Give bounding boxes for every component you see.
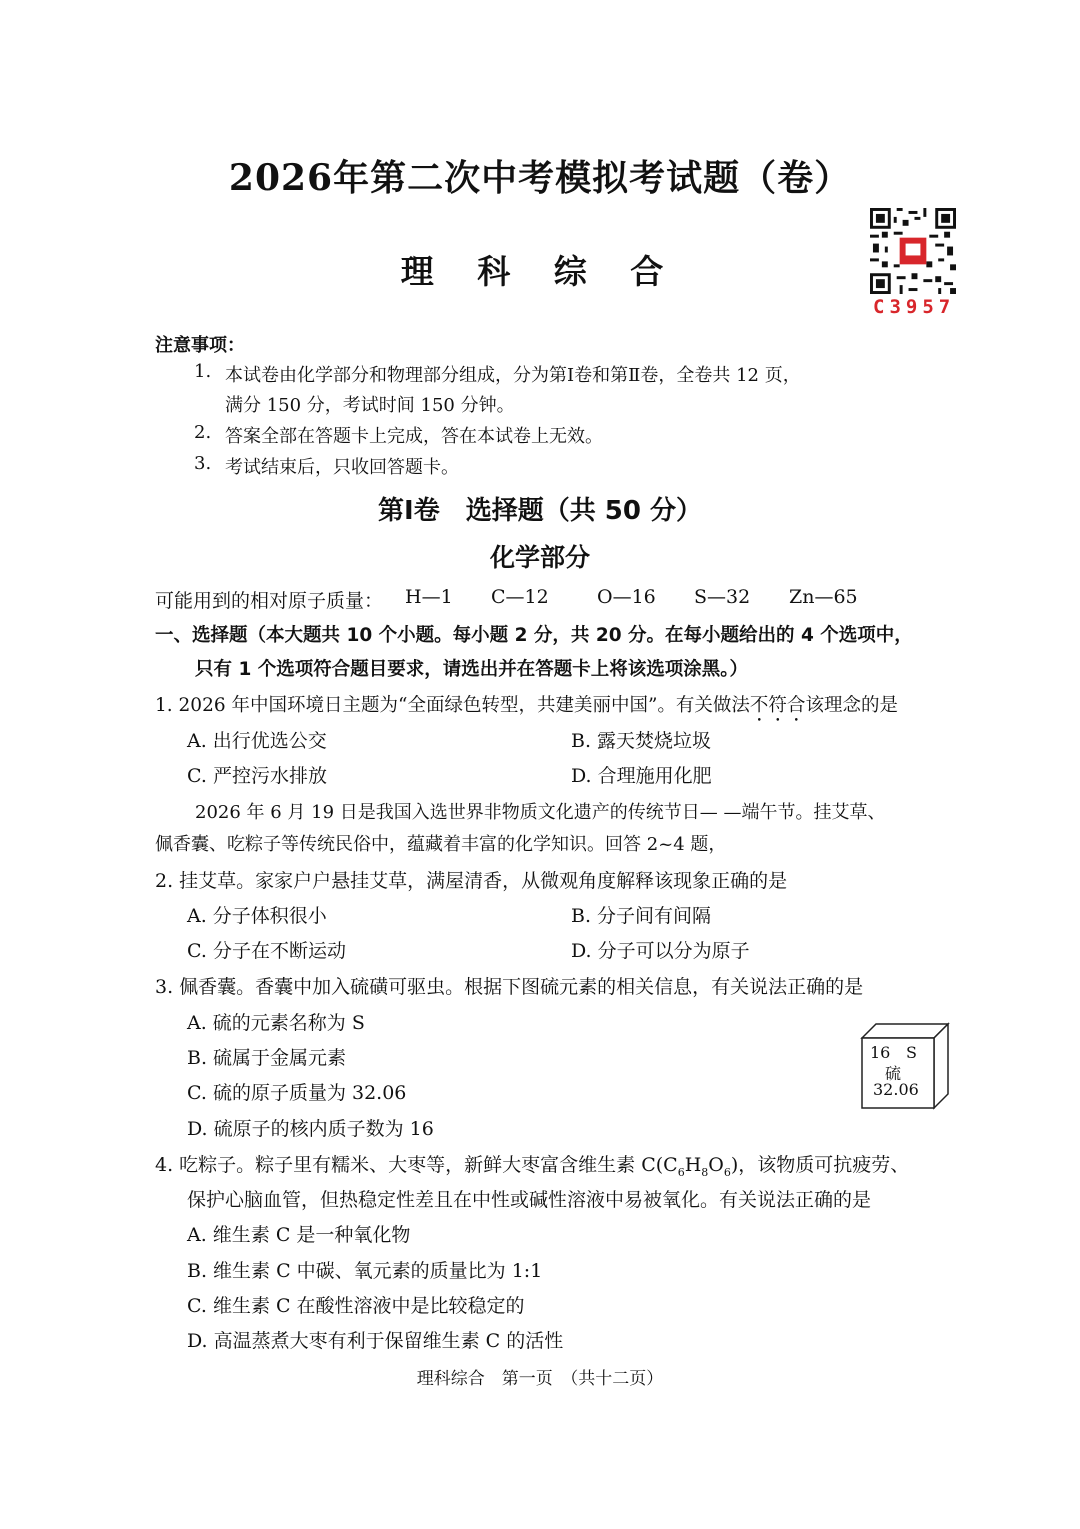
- section-title-line1: 一、选择题（本大题共 10 个小题。每小题 2 分，共 20 分。在每小题给出的 4 个选项中，: [155, 625, 913, 646]
- notice-item-2-line1: 答案全部在答题卡上完成，答在本试卷上无效。: [225, 426, 603, 447]
- atomic-mass-c: C—12: [491, 586, 549, 608]
- part1-heading: 第Ⅰ卷 选择题（共 50 分）: [378, 496, 702, 526]
- q4-stem-line2: 保护心脑血管，但热稳定性差且在中性或碱性溶液中易被氧化。有关说法正确的是: [187, 1189, 872, 1211]
- notice-heading: 注意事项：: [155, 335, 245, 356]
- q2-option-b: B. 分子间有间隔: [571, 905, 712, 927]
- exam-title: 2026年第二次中考模拟考试题（卷）: [228, 157, 852, 199]
- q4-option-b: B. 维生素 C 中碳、氧元素的质量比为 1:1: [187, 1260, 543, 1282]
- chem-heading: 化学部分: [489, 543, 590, 572]
- notice-item-1-num: 1.: [194, 361, 212, 382]
- notice-item-1-line2: 满分 150 分，考试时间 150 分钟。: [225, 395, 515, 416]
- q2-option-c: C. 分子在不断运动: [187, 940, 346, 962]
- q2-option-d: D. 分子可以分为原子: [571, 940, 750, 962]
- element-number: 16: [870, 1043, 891, 1062]
- atomic-mass-o: O—16: [597, 586, 656, 608]
- notice-item-1-line1: 本试卷由化学部分和物理部分组成，分为第Ⅰ卷和第Ⅱ卷，全卷共 12 页，: [225, 365, 801, 386]
- atomic-mass-h: H—1: [405, 586, 453, 608]
- q1-option-c: C. 严控污水排放: [187, 765, 327, 787]
- notice-item-3-line1: 考试结束后，只收回答题卡。: [225, 457, 459, 478]
- qr-code-icon: [870, 208, 956, 294]
- passage-line2: 佩香囊、吃粽子等传统民俗中，蕴藏着丰富的化学知识。回答 2~4 题，: [155, 834, 727, 855]
- atomic-mass-zn: Zn—65: [789, 586, 858, 608]
- q4-stem-line1: 4. 吃粽子。粽子里有糯米、大枣等，新鲜大枣富含维生素 $C(C_6H_8O_6)$，该物质可抗疲劳、: [155, 1154, 910, 1179]
- element-symbol: S: [906, 1043, 917, 1062]
- atomic-mass-s: S—32: [694, 586, 751, 608]
- q1-emphasis: 不符合: [749, 695, 806, 716]
- q2-stem: 2. 挂艾草。家家户户悬挂艾草，满屋清香，从微观角度解释该现象正确的是: [155, 870, 788, 892]
- q1-option-b: B. 露天焚烧垃圾: [571, 730, 712, 752]
- q3-stem: 3. 佩香囊。香囊中加入硫磺可驱虫。根据下图硫元素的相关信息，有关说法正确的是: [155, 976, 864, 998]
- q1-option-d: D. 合理施用化肥: [571, 765, 712, 787]
- q3-option-d: D. 硫原子的核内质子数为 16: [187, 1118, 434, 1140]
- q3-option-a: A. 硫的元素名称为 S: [187, 1012, 365, 1034]
- qr-code-id: C3957: [873, 296, 956, 318]
- q4-option-a: A. 维生素 C 是一种氧化物: [187, 1224, 411, 1246]
- q1-stem: 1. 2026 年中国环境日主题为“全面绿色转型，共建美丽中国”。有关做法不符合该理念的是: [155, 695, 898, 716]
- q4-option-c: C. 维生素 C 在酸性溶液中是比较稳定的: [187, 1295, 525, 1317]
- q3-option-b: B. 硫属于金属元素: [187, 1047, 347, 1069]
- section-title-line2: 只有 1 个选项符合题目要求，请选出并在答题卡上将该选项涂黑。）: [195, 659, 749, 680]
- q1-option-a: A. 出行优选公交: [187, 730, 327, 752]
- passage-line1: 2026 年 6 月 19 日是我国入选世界非物质文化遗产的传统节日— —端午节。挂艾草、: [195, 802, 886, 823]
- atomic-mass-label: 可能用到的相对原子质量：: [155, 590, 384, 612]
- element-mass: 32.06: [873, 1080, 919, 1099]
- q4-option-d: D. 高温蒸煮大枣有利于保留维生素 C 的活性: [187, 1330, 564, 1352]
- q2-option-a: A. 分子体积很小: [187, 905, 327, 927]
- notice-item-2-num: 2.: [194, 422, 212, 443]
- page-footer: 理科综合 第一页 （共十二页）: [416, 1369, 664, 1389]
- notice-item-3-num: 3.: [194, 453, 212, 474]
- subject-title: 理 科 综 合: [400, 252, 680, 291]
- q3-option-c: C. 硫的原子质量为 32.06: [187, 1082, 407, 1104]
- element-name: 硫: [885, 1064, 902, 1083]
